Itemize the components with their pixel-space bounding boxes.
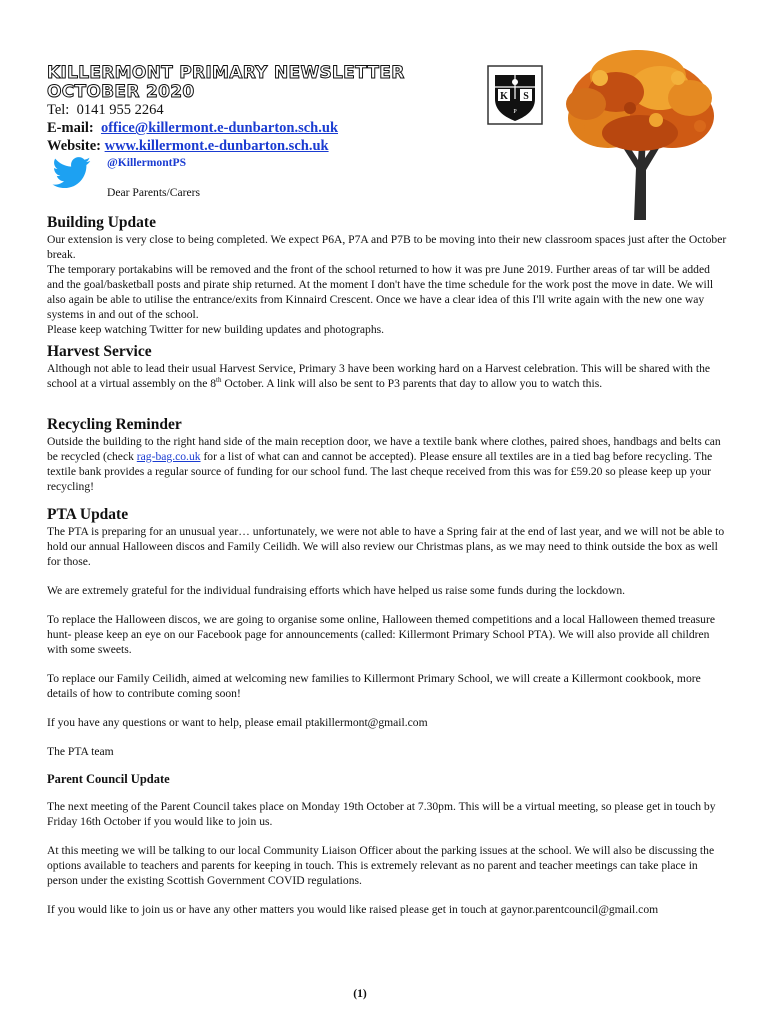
twitter-bird-icon [52, 157, 92, 189]
autumn-tree-image [560, 48, 718, 220]
email-line [47, 119, 338, 137]
school-crest-logo [487, 65, 543, 125]
section-pta-update [47, 506, 727, 759]
page-number: (1) [353, 987, 367, 1000]
section-parent-council-update [47, 772, 727, 917]
tel-line [47, 101, 338, 119]
pta-paragraph-3: To replace the Halloween discos, we are going to organise some online, Halloween themed competitions and a local Halloween themed treasure hunt- please keep an eye on our Facebook page for announcements (called: Killermont Primary School PTA). We will also provide all children with some sweets. [47, 613, 715, 656]
recycling-text-a: Outside the building to the right hand side of the main reception door, we have a textile bank where clothes, paired shoes, handbags and belts can be recycled (check [47, 435, 721, 463]
tel-label: Tel: [47, 102, 70, 118]
building-paragraph-3: Please keep watching Twitter for new building updates and photographs. [47, 323, 385, 336]
website-label: Website: [47, 138, 101, 154]
email-link[interactable]: office@killermont.e-dunbarton.sch.uk [100, 120, 339, 136]
heading-harvest-service: Harvest Service [47, 343, 152, 360]
contact-block [47, 101, 338, 155]
harvest-text-a: Although not able to lead their usual Harvest Service, Primary 3 have been working hard on a Harvest celebration. This will be shared with the school at a virtual assembly on the 8 [47, 362, 711, 390]
heading-building-update: Building Update [47, 214, 156, 231]
building-paragraph-2: The temporary portakabins will be removed and the front of the school returned to how it was pre June 2019. Further areas of tar will be added and the goal/basketball posts and pirate ship returned. At the moment I don't have the time schedule for the work post the move in date. We will also again be able to utilise the entrance/exits from Kinnaird Crescent. Once we have a clear idea of this I'll write again with the new one way systems in and out of the school. [47, 263, 714, 321]
pta-paragraph-5: If you have any questions or want to help, please email ptakillermont@gmail.com [47, 716, 428, 729]
pta-paragraph-4: To replace our Family Ceilidh, aimed at welcoming new families to Killermont Primary School, we will create a Killermont cookbook, more details of how to contribute coming soon! [47, 672, 701, 700]
parent-council-paragraph-1: The next meeting of the Parent Council takes place on Monday 19th October at 7.30pm. This will be a virtual meeting, so please get in touch by Friday 16th October if you would like to join us. [47, 800, 716, 828]
website-link[interactable]: www.killermont.e-dunbarton.sch.uk [104, 138, 329, 154]
recycling-text-b: for a list of what can and cannot be accepted). Please ensure all textiles are in a tied bag before recycling. The textile bank provides a regular source of funding for our school fund. The last cheque received from this was for £59.20 so please keep up your recycling! [47, 450, 713, 493]
pta-paragraph-6: The PTA team [47, 745, 114, 758]
pta-paragraph-2: We are extremely grateful for the individual fundraising efforts which have helped us raise some funds during the lockdown. [47, 584, 626, 597]
rag-bag-link[interactable]: rag-bag.co.uk [136, 450, 201, 463]
recycling-paragraph [47, 434, 727, 494]
greeting: Dear Parents/Carers [107, 186, 201, 199]
building-paragraph-1: Our extension is very close to being completed. We expect P6A, P7A and P7B to be moving into their new classroom spaces just after the October break. [47, 233, 727, 261]
harvest-text-b: October. A link will also be sent to P3 parents that day to allow you to watch this. [221, 377, 603, 390]
title-line-2: OCTOBER 2020 [47, 82, 195, 102]
newsletter-title [47, 64, 405, 102]
harvest-paragraph [47, 361, 727, 391]
twitter-handle[interactable]: @KillermontPS [107, 156, 187, 169]
tel-value: 0141 955 2264 [76, 102, 164, 118]
crest-letter-p: P [513, 109, 517, 115]
heading-parent-council-update: Parent Council Update [47, 772, 170, 786]
parent-council-paragraph-2: At this meeting we will be talking to our local Community Liaison Officer about the parking issues at the school. We will also be discussing the options available to teachers and parents for keeping in touch. This is extremely relevant as no parent and teacher meetings can take place in person under the existing Scottish Government COVID regulations. [47, 844, 715, 887]
section-building-update [47, 214, 727, 337]
section-recycling-reminder [47, 416, 727, 494]
heading-recycling-reminder: Recycling Reminder [47, 416, 182, 433]
crest-letter-s: S [523, 91, 529, 102]
harvest-sup: th [216, 376, 222, 385]
email-label: E-mail: [47, 120, 94, 136]
pta-paragraph-1: The PTA is preparing for an unusual year… unfortunately, we were not able to have a Spring fair at the end of last year, and we will not be able to hold our annual Halloween discos and Family Ceilidh. We will also review our Christmas plans, as we may need to think outside the box as well for those. [47, 525, 725, 568]
section-harvest-service [47, 343, 727, 391]
parent-council-paragraph-3: If you would like to join us or have any other matters you would like raised please get in touch at gaynor.parentcouncil@gmail.com [47, 903, 659, 916]
website-line [47, 137, 338, 155]
crest-letter-k: K [500, 91, 508, 102]
title-line-1: KILLERMONT PRIMARY NEWSLETTER [47, 63, 405, 83]
heading-pta-update: PTA Update [47, 506, 129, 523]
